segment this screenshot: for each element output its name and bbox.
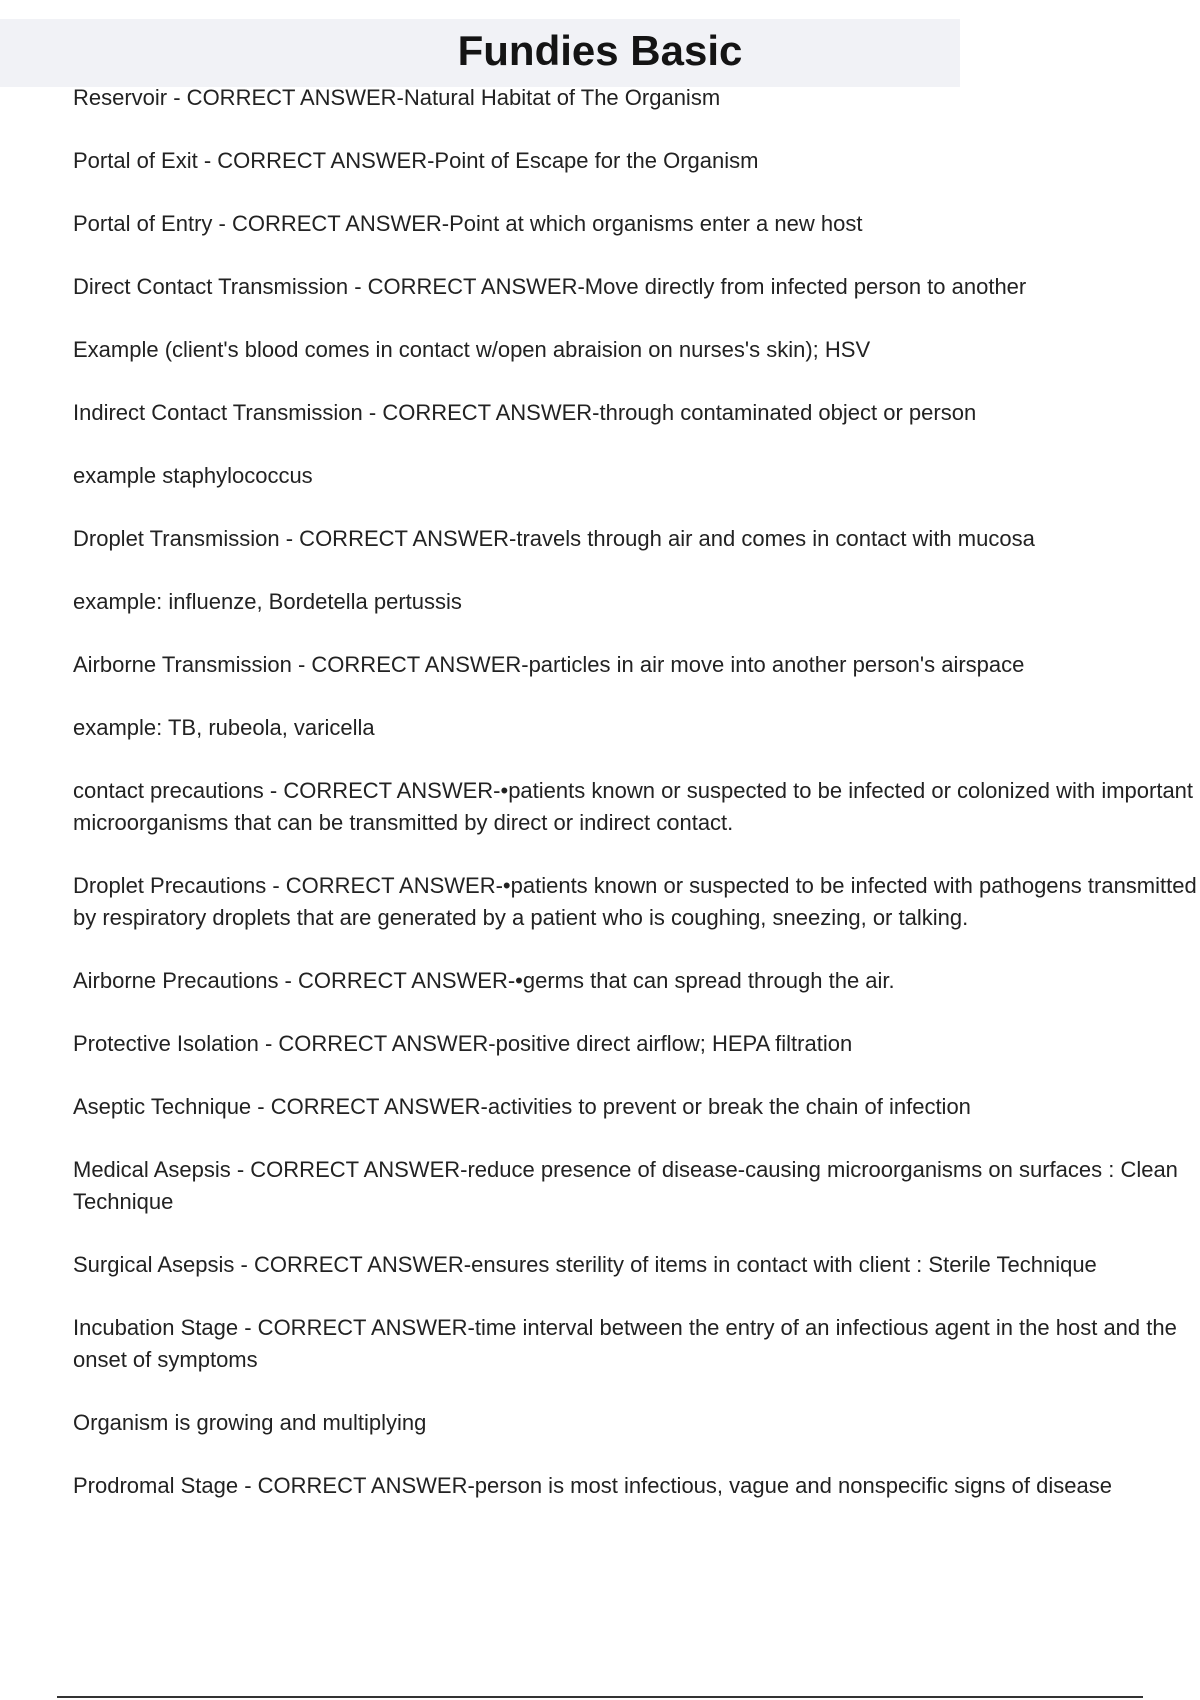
list-item: Droplet Precautions - CORRECT ANSWER-•patients known or suspected to be infected with pathogens transmitted by respiratory droplets that are generated by a patient who is coughing, sneezing, or talking. [73,873,1197,930]
list-item: Direct Contact Transmission - CORRECT ANSWER-Move directly from infected person to another [73,274,1027,299]
list-item: Prodromal Stage - CORRECT ANSWER-person is most infectious, vague and nonspecific signs of disease [73,1473,1112,1498]
list-item: Reservoir - CORRECT ANSWER-Natural Habitat of The Organism [73,85,721,110]
list-item: Droplet Transmission - CORRECT ANSWER-travels through air and comes in contact with mucosa [73,526,1035,551]
list-item: Portal of Exit - CORRECT ANSWER-Point of Escape for the Organism [73,148,759,173]
list-item: Airborne Transmission - CORRECT ANSWER-particles in air move into another person's airspace [73,652,1025,677]
list-item: example: influenze, Bordetella pertussis [73,589,462,614]
list-item: example: TB, rubeola, varicella [73,715,375,740]
list-item: Incubation Stage - CORRECT ANSWER-time interval between the entry of an infectious agent in the host and the onset of symptoms [73,1315,1177,1372]
list-item: Aseptic Technique - CORRECT ANSWER-activities to prevent or break the chain of infection [73,1094,971,1119]
list-item: Organism is growing and multiplying [73,1410,427,1435]
list-item: Protective Isolation - CORRECT ANSWER-positive direct airflow; HEPA filtration [73,1031,853,1056]
list-item: Example (client's blood comes in contact w/open abraision on nurses's skin); HSV [73,337,871,362]
title-banner [0,19,960,87]
list-item: Airborne Precautions - CORRECT ANSWER-•germs that can spread through the air. [73,968,895,993]
list-item: example staphylococcus [73,463,313,488]
footer-divider [57,1696,1143,1698]
list-item: Portal of Entry - CORRECT ANSWER-Point at which organisms enter a new host [73,211,863,236]
flashcard-list [73,82,1198,1533]
list-item: contact precautions - CORRECT ANSWER-•patients known or suspected to be infected or colonized with important microorganisms that can be transmitted by direct or indirect contact. [73,778,1194,835]
list-item: Indirect Contact Transmission - CORRECT ANSWER-through contaminated object or person [73,400,977,425]
page-title: Fundies Basic [457,27,743,74]
list-item: Surgical Asepsis - CORRECT ANSWER-ensures sterility of items in contact with client : Sterile Technique [73,1252,1097,1277]
list-item: Medical Asepsis - CORRECT ANSWER-reduce presence of disease-causing microorganisms on surfaces : Clean Technique [73,1157,1178,1214]
